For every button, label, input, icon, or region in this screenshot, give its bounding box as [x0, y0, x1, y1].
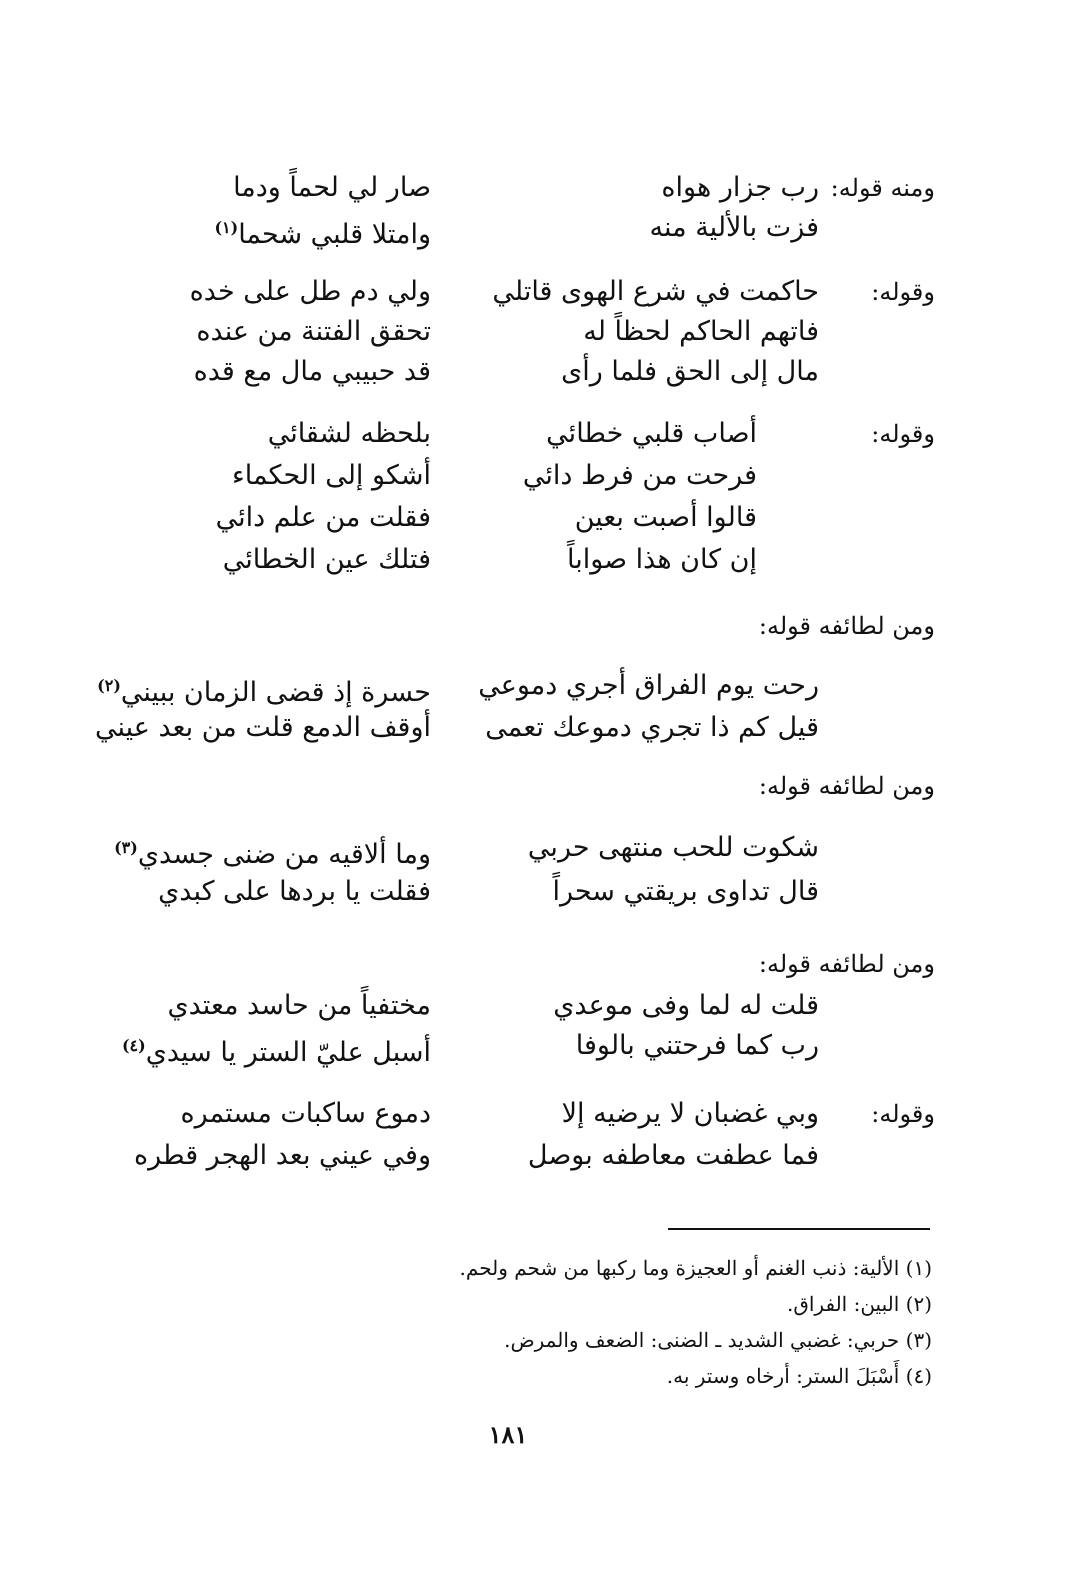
hemistich-first: وبي غضبان لا يرضيه إلا	[561, 1098, 819, 1129]
hemistich-second: تحقق الفتنة من عنده	[196, 316, 431, 347]
hemistich-first: قال تداوى بريقتي سحراً	[552, 876, 819, 907]
hemistich-second: وفي عيني بعد الهجر قطره	[134, 1140, 431, 1171]
verse-intro: ومن لطائفه قوله:	[758, 950, 935, 978]
hemistich-second: أشكو إلى الحكماء	[232, 460, 431, 491]
hemistich-first: فما عطفت معاطفه بوصل	[527, 1140, 819, 1171]
hemistich-first: رب كما فرحتني بالوفا	[575, 1030, 819, 1061]
footnote: (٣) حربي: غضبي الشديد ـ الضنى: الضعف والمرض.	[504, 1328, 932, 1352]
hemistich-second	[214, 208, 431, 255]
footnote-divider	[668, 1228, 930, 1230]
hemistich-first: شكوت للحب منتهى حربي	[527, 832, 819, 863]
hemistich-second	[114, 828, 431, 875]
verse-intro: ومن لطائفه قوله:	[758, 612, 935, 640]
hemistich-second: ولي دم طل على خده	[189, 276, 431, 307]
footnote-ref: (٣)	[114, 838, 138, 857]
hemistich-first: فاتهم الحاكم لحظاً له	[583, 316, 819, 347]
hemistich-second: صار لي لحماً ودما	[233, 172, 431, 203]
footnote: (١) الألية: ذنب الغنم أو العجيزة وما ركبها من شحم ولحم.	[459, 1256, 932, 1280]
hemistich-second	[122, 1026, 431, 1073]
footnote-ref: (٢)	[97, 676, 121, 695]
hemistich-first: أصاب قلبي خطائي	[546, 418, 757, 449]
hemistich-text: حسرة إذ قضى الزمان ببيني	[120, 677, 431, 708]
hemistich-second: دموع ساكبات مستمره	[180, 1098, 431, 1129]
footnote-ref: (٤)	[121, 1036, 146, 1055]
hemistich-second: قد حبيبي مال مع قده	[193, 356, 431, 387]
hemistich-first: قيل كم ذا تجري دموعك تعمى	[485, 712, 819, 743]
hemistich-second: فقلت من علم دائي	[215, 502, 431, 533]
verse-intro: ومن لطائفه قوله:	[758, 772, 935, 800]
hemistich-first: رحت يوم الفراق أجري دموعي	[478, 670, 819, 701]
hemistich-second: بلحظه لشقائي	[267, 418, 431, 449]
hemistich-first: قالوا أصبت بعين	[574, 502, 757, 533]
hemistich-first: رب جزار هواه	[661, 172, 819, 203]
hemistich-second: أوقف الدمع قلت من بعد عيني	[94, 712, 431, 743]
hemistich-text: وامتلا قلبي شحما	[238, 219, 431, 250]
hemistich-text: أسبل عليّ الستر يا سيدي	[145, 1037, 431, 1068]
verse-intro: ومنه قوله:	[830, 174, 935, 202]
hemistich-first: قلت له لما وفى موعدي	[553, 990, 819, 1021]
verse-intro: وقوله:	[871, 1100, 935, 1128]
hemistich-first: حاكمت في شرع الهوى قاتلي	[492, 276, 819, 307]
hemistich-text: وما ألاقيه من ضنى جسدي	[137, 839, 431, 870]
footnote: (٢) البين: الفراق.	[787, 1292, 932, 1316]
footnote-ref: (١)	[214, 218, 239, 237]
verse-intro: وقوله:	[871, 278, 935, 306]
hemistich-first: فرحت من فرط دائي	[522, 460, 757, 491]
verse-intro: وقوله:	[871, 420, 935, 448]
hemistich-second	[97, 666, 431, 713]
page-number: ١٨١	[488, 1420, 528, 1449]
hemistich-second: فقلت يا بردها على كبدي	[158, 876, 431, 907]
hemistich-first: إن كان هذا صواباً	[566, 544, 757, 575]
hemistich-first: فزت بالألية منه	[649, 212, 819, 243]
hemistich-second: فتلك عين الخطائي	[222, 544, 431, 575]
footnote: (٤) أَسْبَلَ الستر: أرخاه وستر به.	[666, 1364, 932, 1388]
hemistich-second: مختفياً من حاسد معتدي	[167, 990, 431, 1021]
hemistich-first: مال إلى الحق فلما رأى	[561, 356, 819, 387]
